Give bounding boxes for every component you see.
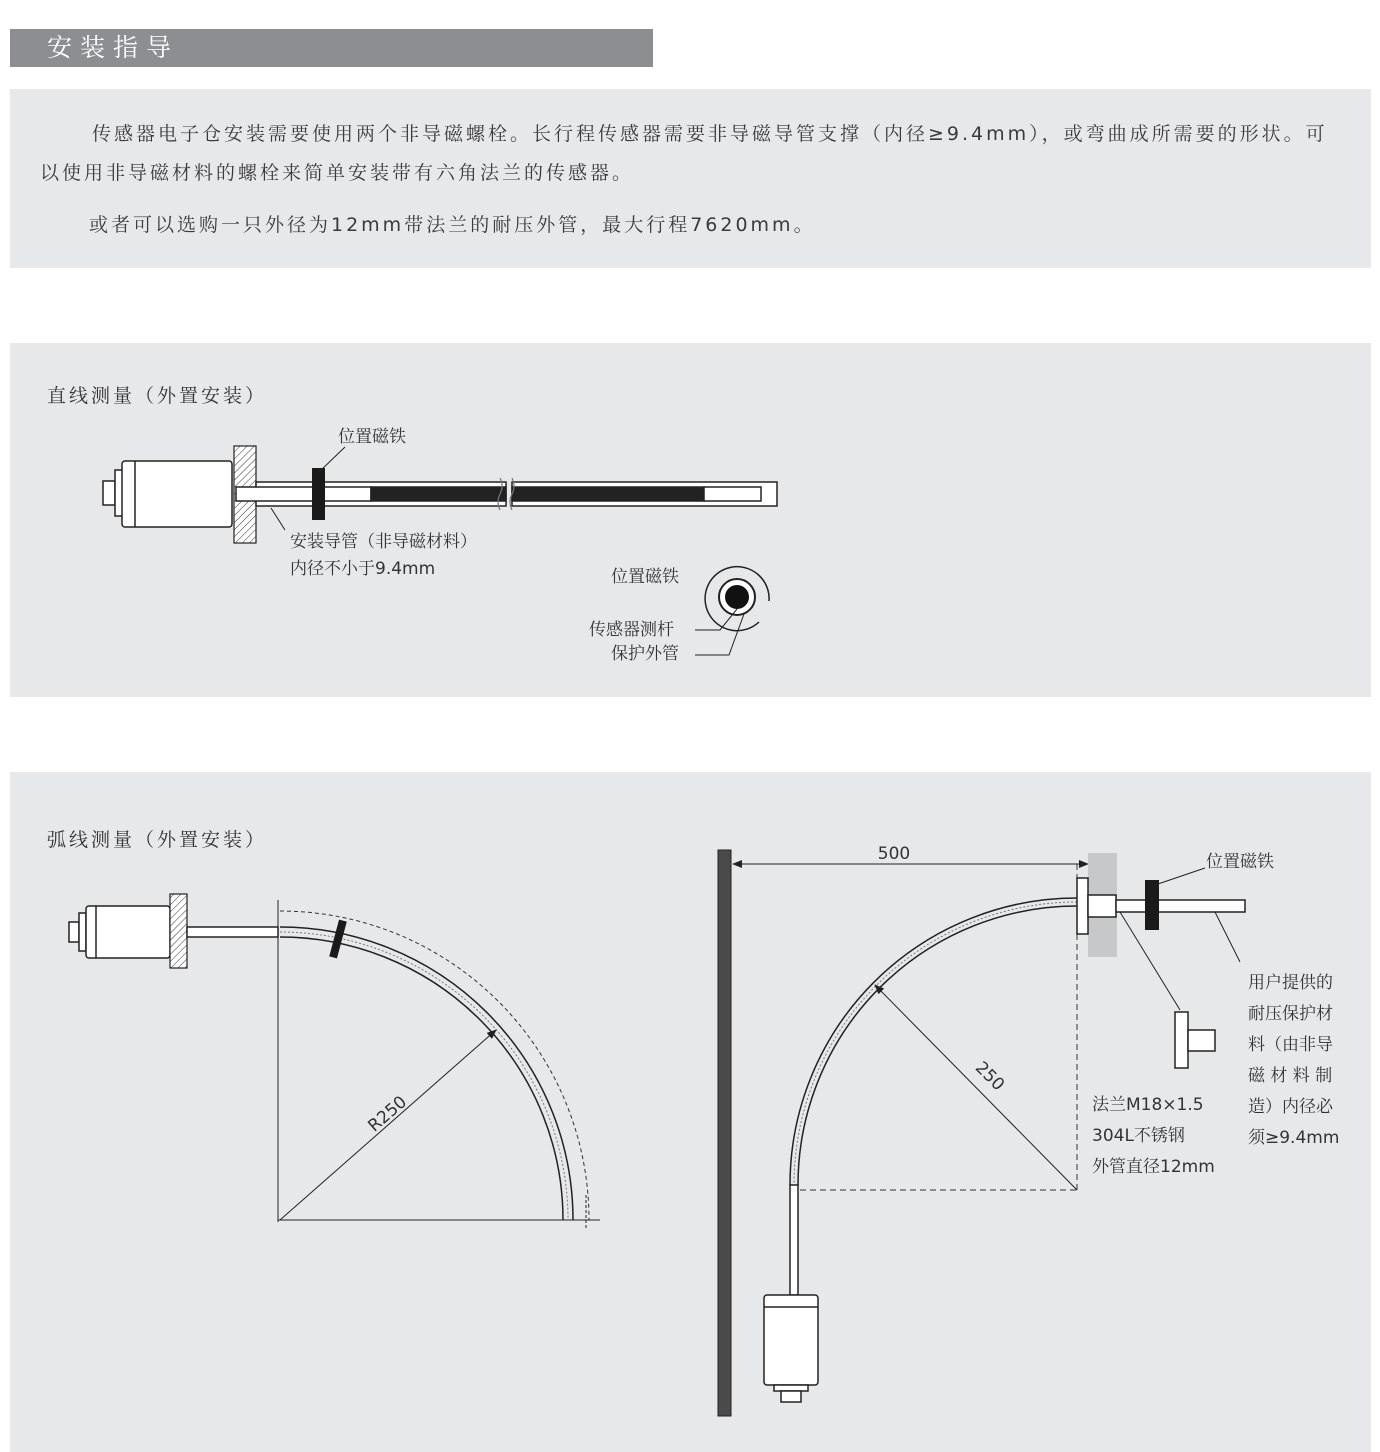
section-tube-label: 保护外管 (611, 644, 679, 664)
flange-label-1: 法兰M18×1.5 (1092, 1095, 1204, 1115)
mounting-wall (718, 850, 731, 1416)
flange-label-2: 304L不锈钢 (1092, 1126, 1185, 1146)
flange-left (170, 894, 187, 968)
flange-detail (1175, 1012, 1215, 1068)
section-title: 安装指导 (47, 33, 180, 62)
magnet-leader (319, 447, 345, 472)
user-tube-label-5: 造）内径必 (1248, 1097, 1333, 1117)
dim-500: 500 (877, 844, 911, 864)
conduit-label-2: 内径不小于9.4mm (290, 559, 436, 579)
vertical-tube (790, 1185, 798, 1295)
user-tube-label-1: 用户提供的 (1248, 973, 1333, 993)
tube-leader (695, 614, 744, 655)
right-magnet (1145, 880, 1159, 930)
arc-title: 弧线测量（外置安装） (47, 829, 268, 851)
magnet (312, 468, 325, 520)
flange-label-3: 外管直径12mm (1092, 1157, 1215, 1177)
user-tube-label-6: 须≥9.4mm (1248, 1128, 1340, 1148)
radius-label: R250 (364, 1092, 411, 1137)
magnet-label: 位置磁铁 (338, 427, 406, 447)
right-magnet-label: 位置磁铁 (1206, 852, 1274, 872)
arc-right-drawing (718, 844, 1339, 1416)
sensor-head-right (764, 1295, 818, 1402)
arc-tube-right (790, 898, 1077, 1185)
sensor-head (103, 461, 232, 527)
user-tube-label-3: 料（由非导 (1248, 1035, 1333, 1055)
dim-250: 250 (970, 1057, 1009, 1096)
cross-section (705, 567, 769, 631)
intro-paragraph-2: 或者可以选购一只外径为12mm带法兰的耐压外管，最大行程7620mm。 (89, 214, 816, 236)
right-magnet-leader (1155, 868, 1205, 885)
radius-line-right (875, 985, 1077, 1190)
sensor-head-left (69, 906, 170, 958)
arc-left-drawing (69, 894, 600, 1230)
conduit-label-1: 安装导管（非导磁材料） (290, 532, 477, 552)
user-tube-label-2: 耐压保护材 (1248, 1004, 1333, 1024)
conduit-leader (271, 508, 285, 530)
straight-drawing (103, 427, 777, 664)
section-magnet-label: 位置磁铁 (611, 567, 679, 587)
user-tube-leader (1215, 912, 1240, 962)
arc-tube (280, 911, 589, 1220)
user-tube-label-4: 磁 材 料 制 (1248, 1066, 1333, 1086)
section-rod-label: 传感器测杆 (589, 620, 674, 640)
straight-title: 直线测量（外置安装） (47, 385, 268, 407)
straight-tube-left (187, 927, 278, 937)
intro-paragraph-1: 传感器电子仓安装需要使用两个非导磁螺栓。长行程传感器需要非导磁导管支撑（内径≥9.4mm），或弯曲成所需要的形状。可以使用非导磁材料的螺栓来简单安装带有六角法兰的传感器。 (40, 123, 1328, 184)
